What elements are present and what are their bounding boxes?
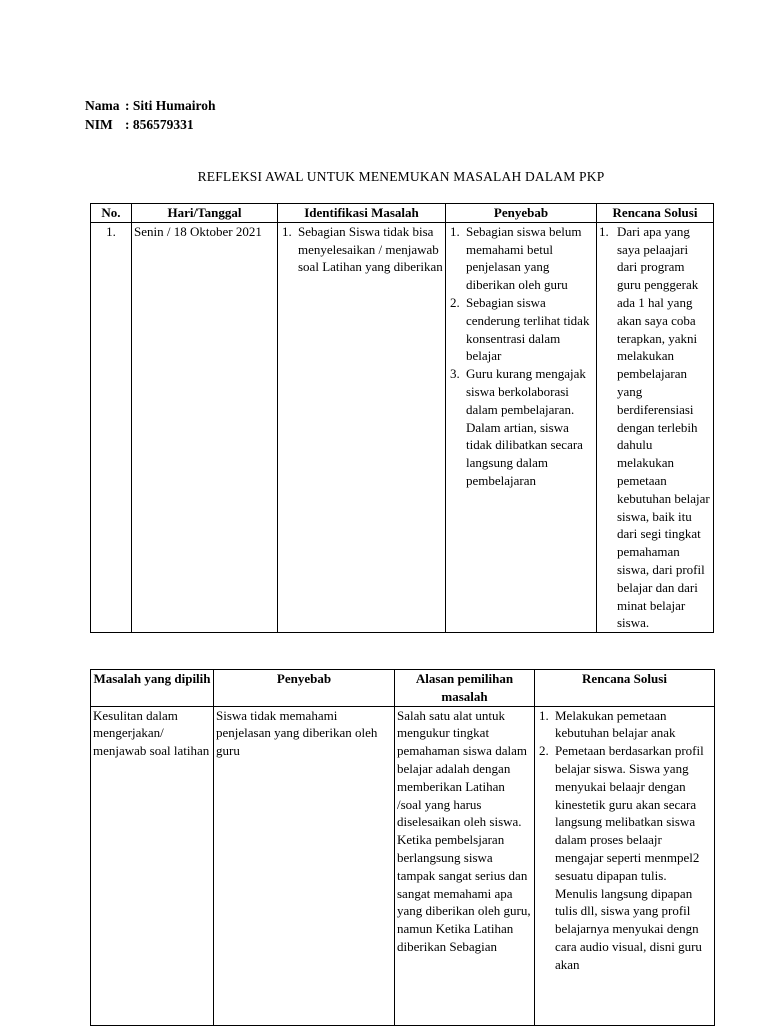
nim-row	[85, 115, 216, 134]
header-problem: Identifikasi Masalah	[278, 204, 446, 223]
selection-header-row	[91, 670, 715, 707]
header-cause: Penyebab	[214, 670, 395, 707]
list-item: 2. Pemetaan berdasarkan profil belajar siswa. Siswa yang menyukai belaajr dengan kinestetik guru akan secara langsung melibatkan siswa dalam proses belaajr mengajar seperti menmpel2 sesuatu dipapan tulis. Menulis langsung dipapan tulis dll, siswa yang profil belajarnya menyukai dengn cara audio visual, disni guru akan	[539, 743, 704, 972]
header-reason: Alasan pemilihan masalah	[395, 670, 535, 707]
header-no: No.	[91, 204, 132, 223]
cell-solution	[597, 222, 714, 632]
student-identity	[85, 96, 216, 134]
header-solution: Rencana Solusi	[535, 670, 715, 707]
reflection-table	[90, 203, 714, 633]
cell-problem	[278, 222, 446, 632]
cell-selected-problem: Kesulitan dalam mengerjakan/ menjawab soal latihan	[91, 706, 214, 1025]
nim-value: : 856579331	[125, 117, 194, 132]
reflection-header-row	[91, 204, 714, 223]
name-value: : Siti Humairoh	[125, 98, 216, 113]
cell-causes	[446, 222, 597, 632]
table-row	[91, 706, 715, 1025]
list-item: 1. Sebagian Siswa tidak bisa menyelesaikan / menjawab soal Latihan yang diberikan	[282, 223, 443, 275]
cell-cause: Siswa tidak memahami penjelasan yang diberikan oleh guru	[214, 706, 395, 1025]
header-solution: Rencana Solusi	[597, 204, 714, 223]
header-cause: Penyebab	[446, 204, 597, 223]
table-row	[91, 222, 714, 632]
list-item: 1. Dari apa yang saya pelaajari dari program guru penggerak ada 1 hal yang akan saya coba terapkan, yakni melakukan pembelajaran yang berdiferensiasi dengan terlebih dahulu melakukan pemetaan kebutuhan belajar siswa, baik itu dari segi tingkat pemahaman siswa, dari profil belajar dan dari minat belajar siswa.	[599, 223, 710, 631]
name-row	[85, 96, 216, 115]
name-label: Nama	[85, 98, 120, 113]
list-item: 2. Sebagian siswa cenderung terlihat tidak konsentrasi dalam belajar	[450, 294, 590, 364]
header-date: Hari/Tanggal	[132, 204, 278, 223]
list-item: 1. Sebagian siswa belum memahami betul penjelasan yang diberikan oleh guru	[450, 223, 582, 293]
nim-label: NIM	[85, 117, 113, 132]
cell-no: 1.	[91, 222, 132, 632]
cell-date: Senin / 18 Oktober 2021	[132, 222, 278, 632]
header-selected-problem: Masalah yang dipilih	[91, 670, 214, 707]
cell-solutions	[535, 706, 715, 1025]
problem-selection-table	[90, 669, 715, 1026]
list-item: 3. Guru kurang mengajak siswa berkolaborasi dalam pembelajaran. Dalam artian, siswa tidak dilibatkan secara langsung dalam pembelajaran	[450, 366, 586, 488]
document-title: REFLEKSI AWAL UNTUK MENEMUKAN MASALAH DALAM PKP	[197, 169, 605, 184]
list-item: 1. Melakukan pemetaan kebutuhan belajar anak	[539, 707, 676, 741]
cell-reason: Salah satu alat untuk mengukur tingkat pemahaman siswa dalam belajar adalah dengan memberikan Latihan /soal yang harus diselesaikan oleh siswa. Ketika pembelsjaran berlangsung siswa tampak sangat serius dan sangat memahami apa yang diberikan oleh guru, namun Ketika Latihan diberikan Sebagian	[395, 706, 535, 1025]
